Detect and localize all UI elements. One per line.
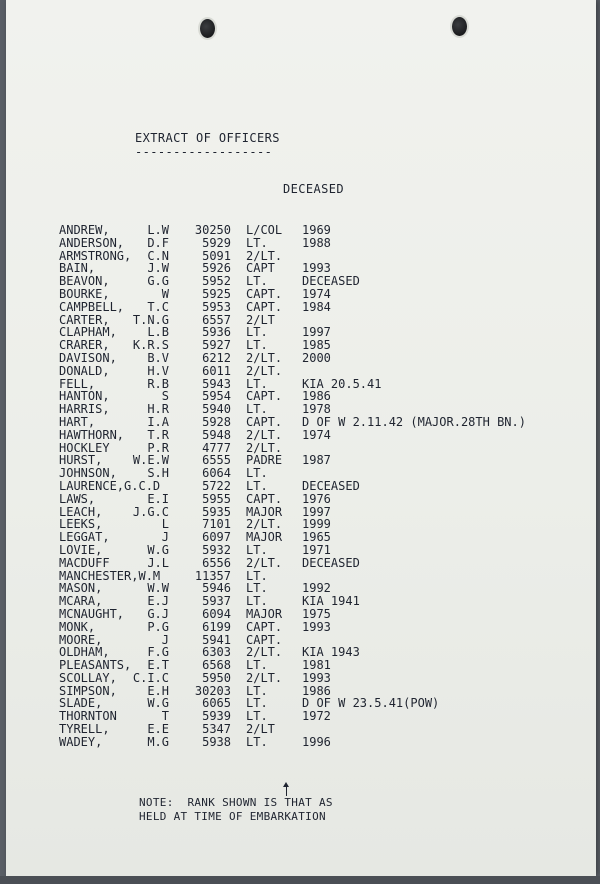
arrow-up-icon (286, 784, 287, 796)
officer-rank: 2/LT. (246, 350, 283, 365)
officer-rank: LT. (246, 568, 268, 583)
officer-note: 1965 (302, 530, 331, 545)
officer-note: 1984 (302, 299, 331, 314)
officer-rank: 2/LT. (246, 363, 283, 378)
officer-surname: MACDUFF (59, 555, 110, 570)
officer-initials: J.L (147, 555, 169, 570)
officer-note: KIA 1943 (302, 645, 360, 660)
officer-rank: CAPT. (246, 619, 283, 634)
officer-note: DECEASED (302, 478, 360, 493)
officer-rank: CAPT. (246, 389, 283, 404)
officer-initials: D.F (147, 235, 169, 250)
officer-note: 1978 (302, 402, 331, 417)
officer-rank: 2/LT (246, 312, 275, 327)
officer-number: 4777 (202, 440, 231, 455)
officer-number: 5932 (202, 542, 231, 557)
officer-rank: MAJOR (246, 530, 283, 545)
officer-surname: LAURENCE,G.C.D (59, 478, 161, 493)
officer-rank: LT. (246, 658, 268, 673)
officer-surname: ARMSTRONG, (59, 248, 132, 263)
officer-initials: E.H (147, 683, 169, 698)
officer-surname: BOURKE, (59, 286, 110, 301)
officer-surname: SLADE, (59, 696, 103, 711)
officer-note: 1997 (302, 325, 331, 340)
officer-surname: DONALD, (59, 363, 110, 378)
officer-note: 1993 (302, 261, 331, 276)
officer-note: D OF W 23.5.41(POW) (302, 696, 440, 711)
officer-number: 6555 (202, 453, 231, 468)
document-title: EXTRACT OF OFFICERS (135, 131, 280, 145)
officer-number: 6064 (202, 466, 231, 481)
officer-surname: LEACH, (59, 504, 103, 519)
officer-number: 5091 (202, 248, 231, 263)
officer-number: 5954 (202, 389, 231, 404)
officer-surname: WADEY, (59, 734, 103, 749)
officer-surname: HANTON, (59, 389, 110, 404)
officer-number: 5952 (202, 274, 231, 289)
officer-rank: LT. (246, 683, 268, 698)
officer-rank: LT. (246, 696, 268, 711)
officer-note: 1993 (302, 619, 331, 634)
officer-surname: THORNTON (59, 709, 117, 724)
officer-rank: 2/LT. (246, 555, 283, 570)
officer-surname: SIMPSON, (59, 683, 117, 698)
officer-number: 6199 (202, 619, 231, 634)
officer-initials: P.R (147, 440, 169, 455)
officer-initials: W.W (147, 581, 169, 596)
officer-rank: LT. (246, 542, 268, 557)
officer-surname: LOVIE, (59, 542, 103, 557)
officer-initials: G.J (147, 606, 169, 621)
officer-number: 6094 (202, 606, 231, 621)
officer-note: 1986 (302, 683, 331, 698)
officer-surname: ANDREW, (59, 223, 110, 237)
officer-rank: LT. (246, 325, 268, 340)
punch-hole-left (200, 19, 215, 38)
officer-surname: LEGGAT, (59, 530, 110, 545)
officer-note: 1987 (302, 453, 331, 468)
officer-note: 1993 (302, 670, 331, 685)
officer-initials: S.H (147, 466, 169, 481)
officer-initials: E.I (147, 491, 169, 506)
officer-rank: LT. (246, 594, 268, 609)
officer-initials: I.A (147, 414, 169, 429)
officer-initials: K.R.S (132, 338, 169, 353)
officer-rank: MAJOR (246, 606, 283, 621)
officer-rank: L/COL (246, 223, 283, 237)
officer-note: DECEASED (302, 274, 360, 289)
officer-initials: E.E (147, 722, 169, 737)
officer-rank: 2/LT. (246, 427, 283, 442)
officer-rank: LT. (246, 274, 268, 289)
footnote-line-2: HELD AT TIME OF EMBARKATION (139, 810, 326, 823)
officer-rank: 2/LT. (246, 670, 283, 685)
officer-note: 1985 (302, 338, 331, 353)
officer-initials: C.N (147, 248, 169, 263)
officer-note: 1969 (302, 223, 331, 237)
officer-number: 6568 (202, 658, 231, 673)
officer-number: 5948 (202, 427, 231, 442)
document-page (6, 0, 596, 876)
title-underline: ------------------ (135, 145, 273, 159)
officer-initials: L.B (147, 325, 169, 340)
officer-note: 1975 (302, 606, 331, 621)
officer-note: 1981 (302, 658, 331, 673)
officer-number: 5722 (202, 478, 231, 493)
officer-number: 5929 (202, 235, 231, 250)
officer-surname: JOHNSON, (59, 466, 117, 481)
officer-note: 1974 (302, 427, 331, 442)
officer-number: 6556 (202, 555, 231, 570)
officer-initials: T.R (147, 427, 169, 442)
section-heading: DECEASED (283, 182, 344, 196)
officer-surname: CLAPHAM, (59, 325, 117, 340)
officer-surname: DAVISON, (59, 350, 117, 365)
officer-number: 6065 (202, 696, 231, 711)
officer-rank: 2/LT. (246, 440, 283, 455)
officer-rank: LT. (246, 734, 268, 749)
officer-surname: TYRELL, (59, 722, 110, 737)
officer-surname: OLDHAM, (59, 645, 110, 660)
officer-rank: CAPT. (246, 299, 283, 314)
officer-number: 5926 (202, 261, 231, 276)
officer-number: 5925 (202, 286, 231, 301)
officer-surname: CRARER, (59, 338, 110, 353)
officer-note: 2000 (302, 350, 331, 365)
officer-surname: MANCHESTER,W.M (59, 568, 161, 583)
officer-number: 5946 (202, 581, 231, 596)
officer-surname: CARTER, (59, 312, 110, 327)
officer-rank: CAPT. (246, 491, 283, 506)
officer-rank: CAPT. (246, 286, 283, 301)
officer-number: 5939 (202, 709, 231, 724)
officer-surname: FELL, (59, 376, 96, 391)
officer-rank: 2/LT. (246, 645, 283, 660)
officer-number: 5955 (202, 491, 231, 506)
officer-number: 6011 (202, 363, 231, 378)
officer-surname: BEAVON, (59, 274, 110, 289)
officer-note: DECEASED (302, 555, 360, 570)
officer-initials: J (161, 632, 169, 647)
officer-note: 1971 (302, 542, 331, 557)
officer-number: 5953 (202, 299, 231, 314)
officer-number: 6303 (202, 645, 231, 660)
officer-initials: M.G (147, 734, 169, 749)
officer-surname: HARRIS, (59, 402, 110, 417)
officer-initials: C.I.C (132, 670, 169, 685)
officer-number: 5943 (202, 376, 231, 391)
footnote-line-1: NOTE: RANK SHOWN IS THAT AS (139, 796, 333, 809)
officer-initials: J (161, 530, 169, 545)
officer-initials: H.R (147, 402, 169, 417)
officer-surname: MONK, (59, 619, 96, 634)
officer-rank: CAPT. (246, 632, 283, 647)
officer-number: 5938 (202, 734, 231, 749)
officer-initials: H.V (147, 363, 169, 378)
officer-number: 5950 (202, 670, 231, 685)
footnote (139, 796, 333, 824)
officer-note: 1996 (302, 734, 331, 749)
officer-number: 5940 (202, 402, 231, 417)
officer-surname: MCNAUGHT, (59, 606, 125, 621)
officer-number: 5941 (202, 632, 231, 647)
officer-rank: LT. (246, 709, 268, 724)
officer-initials: L.W (147, 223, 169, 237)
officer-initials: S (161, 389, 169, 404)
officer-initials: L (161, 517, 169, 532)
officer-note: D OF W 2.11.42 (MAJOR.28TH BN.) (302, 414, 526, 429)
officer-initials: E.T (147, 658, 169, 673)
officer-note: 1986 (302, 389, 331, 404)
officer-initials: P.G (147, 619, 169, 634)
officer-number: 5937 (202, 594, 231, 609)
officer-note: KIA 1941 (302, 594, 360, 609)
officer-initials: W.G (147, 696, 169, 711)
officer-number: 11357 (194, 568, 231, 583)
officer-surname: LEEKS, (59, 517, 103, 532)
officer-number: 5935 (202, 504, 231, 519)
officer-rank: 2/LT (246, 722, 275, 737)
desk-background (0, 876, 600, 884)
officer-rank: LT. (246, 376, 268, 391)
officer-rank: MAJOR (246, 504, 283, 519)
officer-rank: PADRE (246, 453, 283, 468)
officer-rank: LT. (246, 466, 268, 481)
officer-surname: HOCKLEY (59, 440, 110, 455)
officer-number: 7101 (202, 517, 231, 532)
officer-note: 1992 (302, 581, 331, 596)
officer-rank: LT. (246, 478, 268, 493)
officer-surname: PLEASANTS, (59, 658, 132, 673)
officer-note: 1988 (302, 235, 331, 250)
officer-initials: W (161, 286, 169, 301)
officer-number: 5928 (202, 414, 231, 429)
officer-rank: LT. (246, 338, 268, 353)
officer-number: 6557 (202, 312, 231, 327)
officer-note: 1997 (302, 504, 331, 519)
officer-rank: LT. (246, 581, 268, 596)
officer-initials: W.E.W (132, 453, 169, 468)
officer-note: 1972 (302, 709, 331, 724)
officer-surname: SCOLLAY, (59, 670, 117, 685)
officer-note: 1999 (302, 517, 331, 532)
officer-number: 6212 (202, 350, 231, 365)
officer-surname: MCARA, (59, 594, 103, 609)
officer-note: KIA 20.5.41 (302, 376, 382, 391)
officer-initials: T.C (147, 299, 169, 314)
officer-initials: R.B (147, 376, 169, 391)
officer-surname: LAWS, (59, 491, 96, 506)
officer-rank: 2/LT. (246, 517, 283, 532)
officer-initials: T.N.G (132, 312, 169, 327)
officer-surname: MOORE, (59, 632, 103, 647)
officer-rank: 2/LT. (246, 248, 283, 263)
officer-number: 30203 (194, 683, 231, 698)
officer-note: 1976 (302, 491, 331, 506)
officer-rank: LT. (246, 402, 268, 417)
officer-number: 5927 (202, 338, 231, 353)
officer-surname: HURST, (59, 453, 103, 468)
officer-rank: CAPT (246, 261, 275, 276)
officer-number: 30250 (194, 223, 231, 237)
officer-surname: HART, (59, 414, 96, 429)
officer-initials: B.V (147, 350, 169, 365)
officer-initials: E.J (147, 594, 169, 609)
officer-rank: LT. (246, 235, 268, 250)
officer-number: 6097 (202, 530, 231, 545)
officer-surname: HAWTHORN, (59, 427, 125, 442)
officer-initials: T (161, 709, 169, 724)
officer-surname: BAIN, (59, 261, 96, 276)
officer-number: 5936 (202, 325, 231, 340)
officer-initials: F.G (147, 645, 169, 660)
officer-initials: W.G (147, 542, 169, 557)
officer-initials: J.G.C (132, 504, 169, 519)
officer-number: 5347 (202, 722, 231, 737)
officer-initials: G.G (147, 274, 169, 289)
punch-hole-right (452, 17, 467, 36)
officer-surname: MASON, (59, 581, 103, 596)
officer-rank: CAPT. (246, 414, 283, 429)
officer-surname: ANDERSON, (59, 235, 125, 250)
officer-initials: J.W (147, 261, 169, 276)
officer-note: 1974 (302, 286, 331, 301)
officer-surname: CAMPBELL, (59, 299, 125, 314)
